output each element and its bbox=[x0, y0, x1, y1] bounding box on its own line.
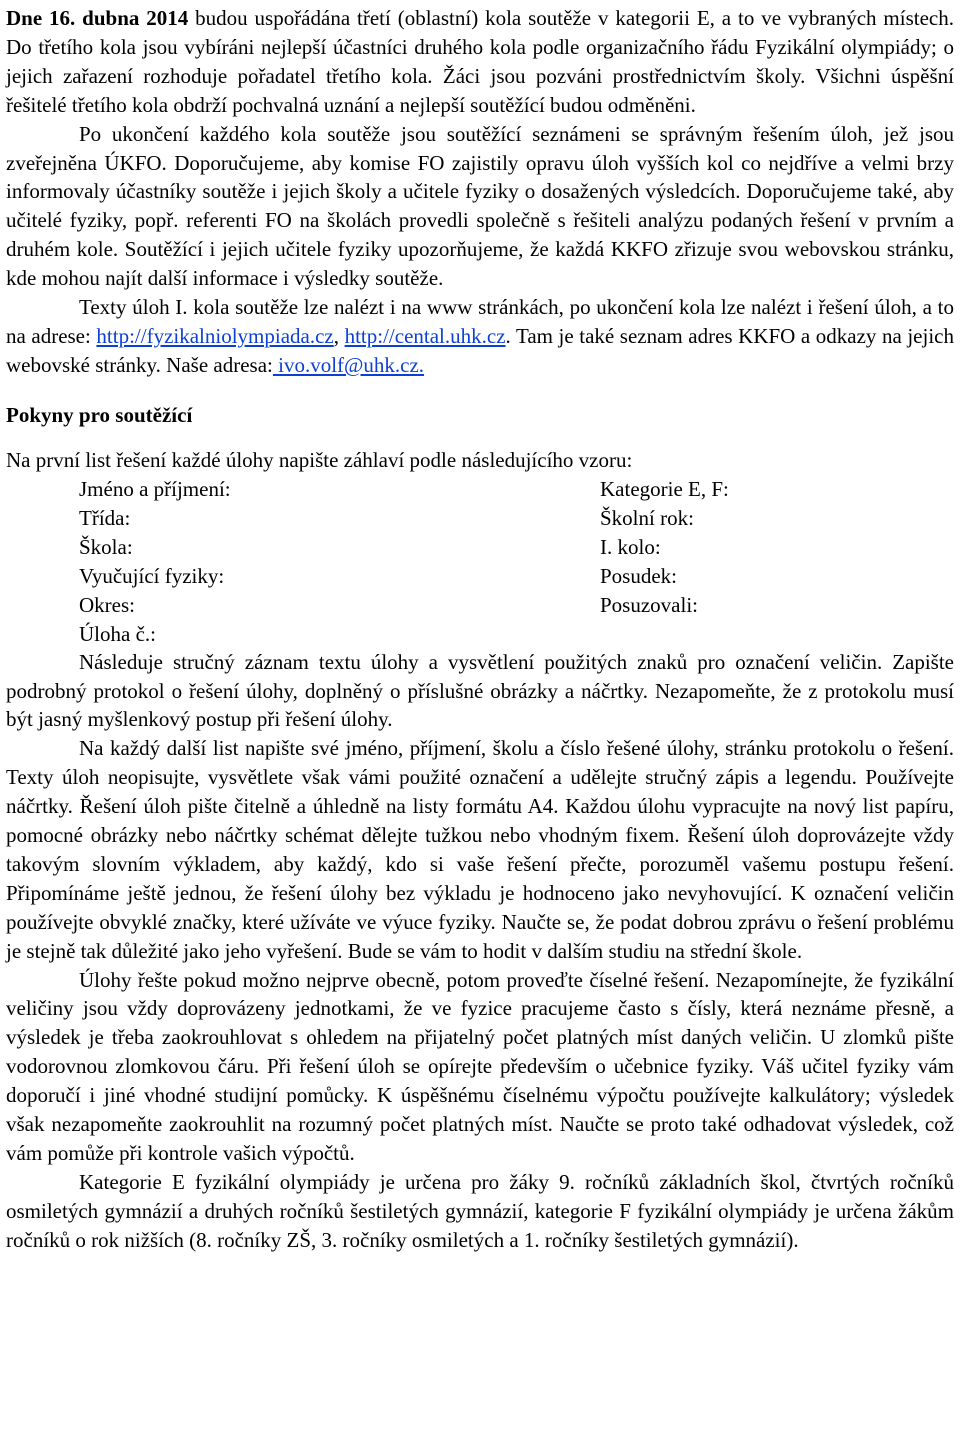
date-highlight: Dne 16. dubna 2014 bbox=[6, 6, 189, 30]
section-heading: Pokyny pro soutěžící bbox=[6, 402, 193, 427]
results-paragraph: Po ukončení každého kola soutěže jsou soutěžící seznámeni se správným řešením úloh, jež jsou zveřejněna ÚKFO. Doporučujeme, aby komise FO zajistily opravu úloh vyšších kol co nejdříve a velmi brzy informovaly účastníky soutěže i jejich školy a učitele fyziky o dosažených výsledcích. Doporučujeme také, aby učitelé fyziky, popř. referenti FO na školách provedli společně s řešiteli analýzu podaných řešení v prvním a druhém kole. Soutěžící i jejich učitele fyziky upozorňujeme, že každá KKFO zřizuje svou webovskou stránku, kde mohou najít další informace i výsledky soutěže. bbox=[6, 121, 954, 291]
field-reviewers: Posuzovali: bbox=[600, 592, 698, 617]
field-task-number: Úloha č.: bbox=[79, 621, 156, 646]
template-row bbox=[79, 504, 779, 533]
sheets-paragraph: Na každý další list napište své jméno, příjmení, školu a číslo řešené úlohy, stránku protokolu o řešení. Texty úloh neopisujte, vysvětlete však vámi použité označení a udělejte stručný zápis a legendu. Používejte náčrtky. Řešení úloh pište čitelně a úhledně na listy formátu A4. Každou úlohu vypracujte na nový list papíru, pomocné obrázky nebo náčrtky schémat dělejte tužkou nebo vhodným fixem. Řešení úloh doprovázejte vždy takovým slovním výkladem, aby každý, kdo si vaše řešení přečte, porozuměl vašemu postupu řešení. Připomínáme ještě jednou, že řešení úlohy bez výkladu je hodnoceno jako nevyhovující. K označení veličin používejte obvyklé značky, které užíváte ve výuce fyziky. Naučte se, že podat dobrou zprávu o řešení problému je stejně tak důležité jako jeho vyřešení. Bude se vám to hodit v dalším studiu na střední škole. bbox=[6, 736, 954, 963]
field-review: Posudek: bbox=[600, 563, 678, 588]
template-row bbox=[79, 562, 779, 591]
template-row bbox=[79, 620, 779, 649]
template-row bbox=[79, 533, 779, 562]
email-link[interactable]: ivo.volf@uhk.cz. bbox=[272, 352, 425, 377]
web-text-a: Texty úloh I. kola soutěže lze nalézt i na www stránkách, po ukončení kola lze nalézt i řešení úloh, a to na adrese: bbox=[6, 295, 954, 348]
web-paragraph bbox=[6, 293, 954, 380]
solving-paragraph: Úlohy řešte pokud možno nejprve obecně, potom proveďte číselné řešení. Nezapomínejte, že fyzikální veličiny jsou vždy doprovázeny jednotkami, že ve fyzice pracujeme často s čísly, která neznáme přesně, a výsledek je třeba zaokrouhlovat s ohledem na přijatelný počet platných míst daných veličin. U zlomků pište vodorovnou zlomkovou čáru. Při řešení úloh se opírejte především o učebnice fyziky. Váš učitel fyziky vám doporučí i jiné vhodné studijní pomůcky. K úspěšnému číselnému výpočtu používejte kalkulátory; výsledek však nezapomeňte zaokrouhlit na rozumný počet platných míst. Naučte se proto také odhadovat výsledek, což vám pomůže při kontrole vašich výpočtů. bbox=[6, 967, 954, 1165]
field-round: I. kolo: bbox=[600, 534, 661, 559]
template-row bbox=[79, 475, 779, 504]
field-category: Kategorie E, F: bbox=[600, 476, 729, 501]
field-name: Jméno a příjmení: bbox=[79, 476, 231, 501]
intro-text: budou uspořádána třetí (oblastní) kola soutěže v kategorii E, a to ve vybraných místech. Do třetího kola jsou vybíráni nejlepší účastníci druhého kola podle organizačního řádu Fyzikální olympiády; o jejich zařazení rozhoduje pořadatel třetího kola. Žáci jsou pozváni prostřednictvím školy. Všichni úspěšní řešitelé třetího kola obdrží pochvalná uznání a nejlepší soutěžící budou odměněni. bbox=[6, 6, 954, 117]
field-class: Třída: bbox=[79, 505, 131, 530]
spacer bbox=[6, 380, 954, 401]
web-text-b: , bbox=[333, 323, 345, 348]
template-row bbox=[79, 591, 779, 620]
spacer bbox=[6, 430, 954, 446]
protocol-paragraph: Následuje stručný záznam textu úlohy a vysvětlení použitých znaků pro označení veličin. Zapište podrobný protokol o řešení úlohy, doplněný o příslušné obrázky a náčrtky. Nezapomeňte, že z protokolu musí být jasný myšlenkový postup při řešení úlohy. bbox=[6, 649, 954, 732]
cental-link[interactable]: http://cental.uhk.cz bbox=[344, 323, 506, 348]
fyzikalniolympiada-link[interactable]: http://fyzikalniolympiada.cz bbox=[96, 323, 334, 348]
web-text-c: . Tam je také seznam adres KKFO a odkazy na jejich webovské stránky. Naše adresa: bbox=[6, 323, 954, 377]
intro-paragraph bbox=[6, 4, 954, 120]
field-teacher: Vyučující fyziky: bbox=[79, 563, 225, 588]
field-district: Okres: bbox=[79, 592, 135, 617]
field-school-year: Školní rok: bbox=[600, 505, 694, 530]
header-template bbox=[79, 475, 954, 648]
form-intro: Na první list řešení každé úlohy napište záhlaví podle následujícího vzoru: bbox=[6, 447, 633, 472]
field-school: Škola: bbox=[79, 534, 133, 559]
categories-paragraph: Kategorie E fyzikální olympiády je určena pro žáky 9. ročníků základních škol, čtvrtých ročníků osmiletých gymnázií a druhých ročníků šestiletých gymnázií, kategorie F fyzikální olympiády je určena žákům ročníků o rok nižších (8. ročníky ZŠ, 3. ročníky osmiletých a 1. ročníky šestiletých gymnázií). bbox=[6, 1169, 954, 1252]
